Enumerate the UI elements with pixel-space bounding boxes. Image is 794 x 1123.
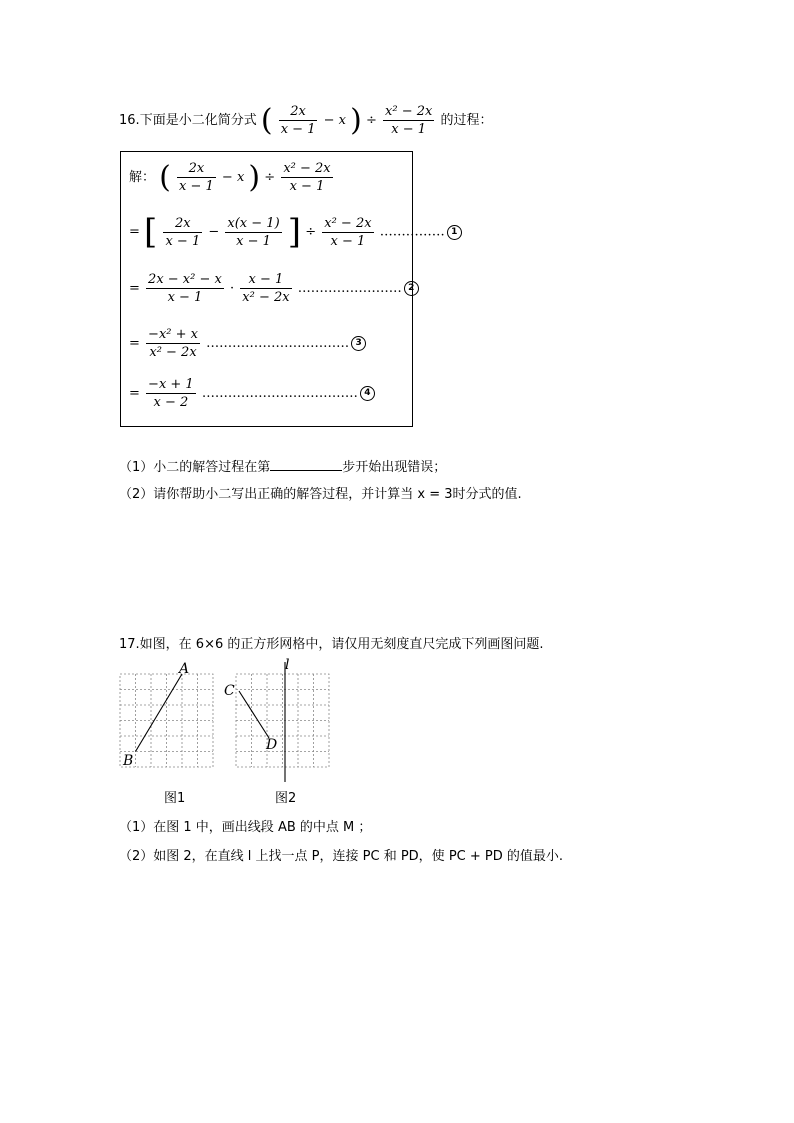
dot-leader: …………… [379, 224, 445, 240]
figure-1-caption: 图1 [164, 791, 186, 806]
label-d: D [266, 737, 278, 753]
fraction-numerator: 2x − x² − x [148, 272, 222, 287]
fraction-numerator: 2x [279, 103, 318, 121]
minus-sign: − [208, 224, 220, 240]
step-marker-4: 4 [360, 386, 375, 401]
fraction-denominator: x² − 2x [242, 290, 290, 305]
left-paren: ( [260, 103, 273, 138]
equals-sign: = [129, 386, 140, 401]
fraction-numerator: x(x − 1) [227, 215, 280, 231]
grid-1 [120, 674, 213, 767]
fraction-numerator: x² − 2x [385, 104, 433, 119]
fraction-denominator: x − 1 [289, 179, 325, 194]
fraction-numerator: −x² + x [148, 327, 198, 342]
line-l [280, 662, 290, 782]
equals-sign: = [129, 281, 140, 296]
solution-step-2 [129, 271, 419, 306]
solution-step-3 [129, 326, 366, 361]
step-marker-3: 3 [351, 336, 366, 351]
right-paren: ) [350, 103, 362, 138]
solution-line-0 [129, 160, 335, 195]
fraction-numerator: 2x [177, 160, 216, 178]
fraction-denominator: x − 1 [391, 122, 427, 137]
minus-x: − x [323, 113, 346, 128]
part-1-text: （1）小二的解答过程在第 [119, 460, 271, 475]
dot-leader: …………………………… [206, 336, 350, 351]
q16-fraction-1 [279, 103, 318, 138]
q17-part-2: （2）如图 2，在直线 l 上找一点 P，连接 PC 和 PD，使 PC + PD 的值最小. [119, 849, 564, 864]
fraction [146, 376, 196, 411]
fraction-denominator: x² − 2x [149, 345, 197, 360]
q16-intro-end: 的过程： [440, 113, 493, 128]
fraction [240, 271, 291, 306]
fraction-denominator: x − 1 [236, 233, 271, 249]
fraction [322, 215, 373, 250]
label-l: l [285, 657, 290, 673]
fraction-numerator: x − 1 [240, 271, 291, 289]
times-dot: · [229, 281, 235, 296]
segment-cd [239, 691, 269, 738]
fraction-numerator: 2x [163, 215, 202, 233]
q16-header [119, 103, 492, 138]
minus-x: − x [221, 170, 245, 185]
step-marker-2: 2 [404, 281, 419, 296]
fraction [163, 215, 202, 250]
label-a: A [179, 661, 190, 677]
segment-ab [136, 674, 183, 752]
divide-sign: ÷ [365, 113, 377, 128]
fraction-denominator: x − 1 [330, 233, 366, 249]
step-marker-1: 1 [447, 225, 462, 240]
part-1-text-end: 步开始出现错误； [342, 460, 447, 475]
fraction-denominator: x − 2 [153, 395, 189, 410]
q16-part-1 [119, 456, 446, 475]
q16-number: 16. [119, 113, 140, 128]
fraction [146, 271, 224, 306]
fraction [225, 215, 281, 250]
solution-step-1 [129, 212, 462, 252]
fraction [146, 326, 200, 361]
fraction [177, 160, 216, 195]
equals-sign: = [129, 224, 140, 240]
fraction-denominator: x − 1 [280, 122, 316, 137]
divide-sign: ÷ [305, 224, 317, 240]
left-paren: ( [159, 160, 171, 195]
left-bracket: [ [144, 212, 158, 252]
q16-intro: 下面是小二化简分式 [139, 113, 257, 128]
fraction-denominator: x − 1 [165, 233, 201, 249]
fraction [281, 160, 332, 195]
figure-2-caption: 图2 [275, 791, 297, 806]
solution-label: 解： [129, 170, 156, 185]
q17-part-1: （1）在图 1 中，画出线段 AB 的中点 M ； [119, 820, 372, 835]
label-c: C [224, 683, 235, 699]
right-bracket: ] [287, 212, 302, 252]
solution-step-4 [129, 376, 375, 411]
dot-leader: …………………… [297, 281, 402, 296]
divide-sign: ÷ [264, 170, 276, 185]
equals-sign: = [129, 336, 140, 351]
dot-leader: ……………………………… [201, 386, 358, 401]
right-paren: ) [248, 160, 261, 195]
fraction-numerator: x² − 2x [283, 161, 331, 176]
fraction-numerator: x² − 2x [324, 215, 372, 231]
label-b: B [123, 753, 134, 769]
fraction-denominator: x − 1 [167, 290, 203, 305]
answer-blank[interactable] [270, 458, 342, 471]
q16-fraction-2 [383, 103, 434, 138]
q17-title: 17.如图，在 6×6 的正方形网格中，请仅用无刻度直尺完成下列画图问题. [119, 637, 544, 652]
q16-part-2: （2）请你帮助小二写出正确的解答过程，并计算当 x = 3时分式的值. [119, 487, 522, 502]
fraction-denominator: x − 1 [179, 179, 214, 194]
fraction-numerator: −x + 1 [148, 377, 194, 392]
